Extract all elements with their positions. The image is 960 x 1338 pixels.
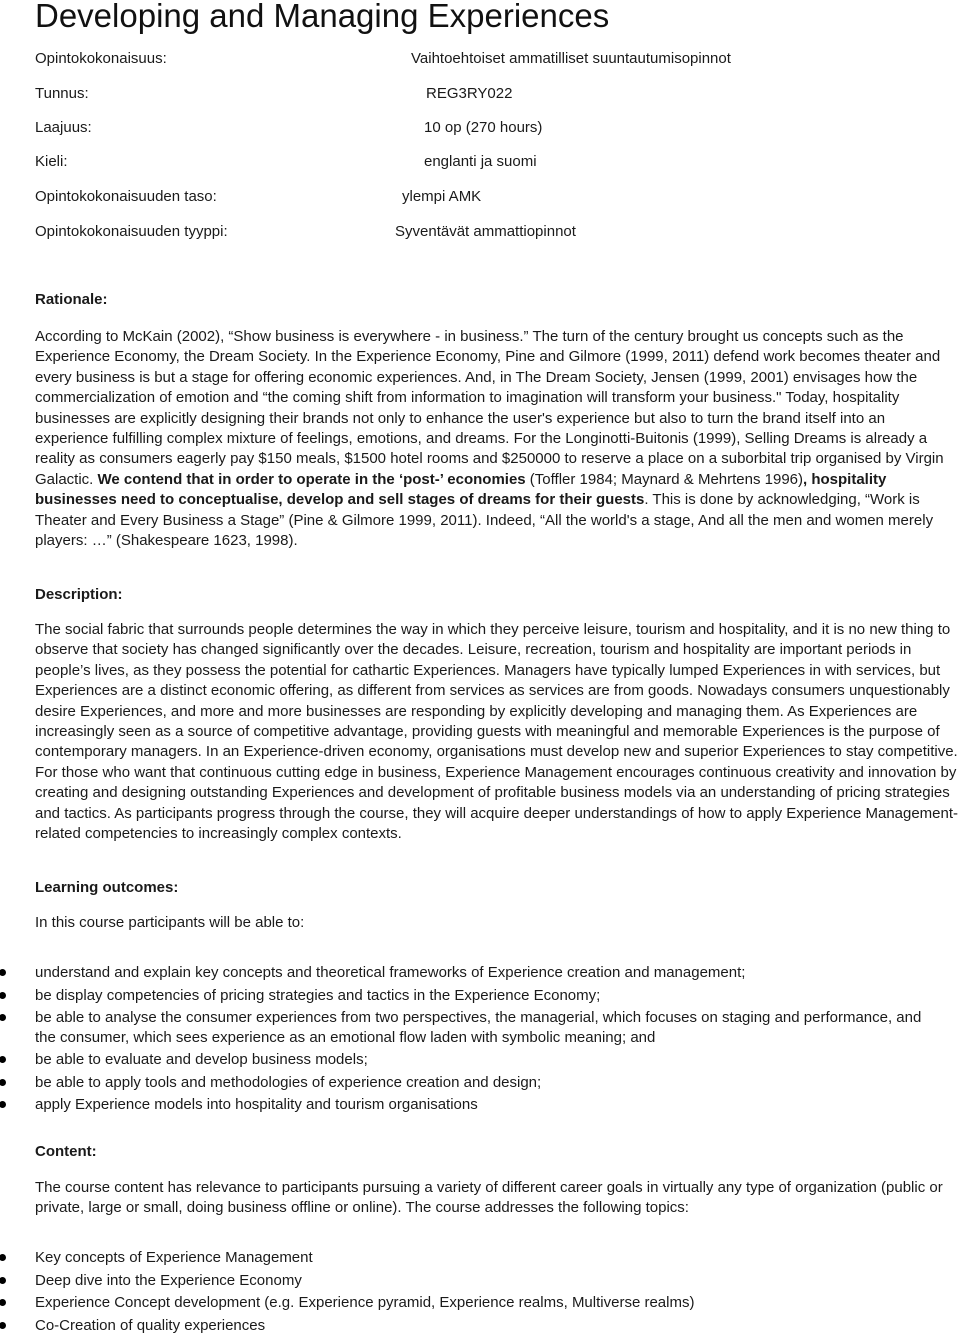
meta-label-scope: Laajuus: xyxy=(35,119,92,136)
bullet-icon xyxy=(0,1277,6,1284)
rationale-text-1: According to McKain (2002), “Show business is everywhere - in business.” The turn of the century brought us concepts such as the Experience Economy, the Dream Society. In the Experience Economy, Pine and Gilmore (1999, 2011) defend work becomes theater and every business is but a stage for offering economic experiences. And, in The Dream Society, Jensen (1999, 2001) envisages how the commercialization of emotion and “the coming shift from information to imagination will transform your business." Today, hospitality businesses are explicitly designing their brands not only to enhance the user's experience but also to turn the brand itself into an experience fulfilling complex mixture of feelings, emotions, and dreams. For the Longinotti-Buitonis (1999), Selling Dreams is already a reality as consumers eagerly pay $150 meals, $1500 hotel rooms and $250000 to reserve a place on a suborbital trip organised by Virgin Galactic. xyxy=(35,328,944,488)
rationale-heading: Rationale: xyxy=(35,291,108,308)
meta-label-type: Opintokokonaisuuden tyyppi: xyxy=(35,223,228,240)
bullet-icon xyxy=(0,1101,6,1108)
content-intro: The course content has relevance to participants pursuing a variety of different career goals in virtually any type of organization (public or private, large or small, doing business offline or online). The course addresses the following topics: xyxy=(35,1179,943,1217)
meta-value-code: REG3RY022 xyxy=(426,85,513,102)
rationale-paragraph xyxy=(35,327,960,551)
list-item xyxy=(0,1248,925,1268)
bullet-icon xyxy=(0,1014,6,1021)
list-item xyxy=(0,1293,925,1313)
list-item xyxy=(0,1095,925,1115)
list-item-text: apply Experience models into hospitality and tourism organisations xyxy=(35,1096,478,1113)
list-item-text: Deep dive into the Experience Economy xyxy=(35,1271,302,1289)
bullet-icon xyxy=(0,1322,6,1329)
learning-outcomes-heading: Learning outcomes: xyxy=(35,879,179,896)
meta-value-language: englanti ja suomi xyxy=(424,153,537,170)
list-item-text: be able to apply tools and methodologies of experience creation and design; xyxy=(35,1073,542,1091)
list-item xyxy=(0,1316,925,1336)
bullet-icon xyxy=(0,1254,6,1261)
content-heading: Content: xyxy=(35,1143,97,1160)
content-topics-list xyxy=(0,1248,960,1338)
meta-value-scope: 10 op (270 hours) xyxy=(424,119,543,136)
rationale-bold-1: We contend that in order to operate in the ‘post-’ economies xyxy=(97,470,526,488)
bullet-icon xyxy=(0,1299,6,1306)
meta-label-code: Tunnus: xyxy=(35,85,89,102)
meta-value-type: Syventävät ammattiopinnot xyxy=(395,223,576,240)
description-heading: Description: xyxy=(35,586,123,603)
list-item-text: Experience Concept development (e.g. Experience pyramid, Experience realms, Multiverse realms) xyxy=(35,1294,695,1311)
list-item xyxy=(0,1073,925,1093)
meta-label-language: Kieli: xyxy=(35,153,68,170)
meta-label-level: Opintokokonaisuuden taso: xyxy=(35,188,217,205)
list-item-text: be display competencies of pricing strategies and tactics in the Experience Economy; xyxy=(35,986,601,1004)
page-title: Developing and Managing Experiences xyxy=(35,0,610,34)
list-item-text: Co-Creation of quality experiences xyxy=(35,1316,266,1334)
meta-value-module: Vaihtoehtoiset ammatilliset suuntautumisopinnot xyxy=(411,50,731,67)
rationale-bold-2: , hospitality businesses need to conceptualise, develop and sell stages of dreams for their guests xyxy=(35,470,887,509)
list-item-text: understand and explain key concepts and theoretical frameworks of Experience creation and management; xyxy=(35,964,746,981)
list-item-text: be able to analyse the consumer experiences from two perspectives, the managerial, which focuses on staging and performance, and the consumer, which sees experience as an emotional flow laden with symbolic meaning; and xyxy=(35,1009,922,1046)
rationale-text-3: . This is done by acknowledging, “Work is Theater and Every Business a Stage” (Pine & Gilmore 1999, 2011). Indeed, “All the world's a stage, And all the men and women merely players: …” (Shakespeare 1623, 1998). xyxy=(35,491,934,550)
description-paragraph: The social fabric that surrounds people determines the way in which they perceive leisure, tourism and hospitality, and it is no new thing to observe that society has changed significantly over the decades. Leisure, recreation, tourism and hospitality are important periods in people’s lives, as they possess the potential for cathartic Experiences. Managers have typically lumped Experiences in with services, but Experiences are a distinct economic offering, as different from services as services are from goods. Nowadays consumers unquestionably desire Experiences, and more and more businesses are responding by explicitly developing and managing them. As Experiences are increasingly seen as a source of competitive advantage, providing guests with meaningful and memorable Experiences is the purpose of contemporary managers. In an Experience-driven economy, organisations must develop new and superior Experiences to stay competitive. For those who want that continuous cutting edge in business, Experience Management encourages continuous creativity and innovation by creating and designing outstanding Experiences and development of profitable business models via an understanding of pricing strategies and tactics. As participants progress through the course, they will acquire deeper understandings of how to apply Experience Management-related competencies to increasingly complex contexts. xyxy=(35,621,959,843)
list-item xyxy=(0,1271,925,1291)
rationale-text-2: (Toffler 1984; Maynard & Mehrtens 1996) xyxy=(525,470,804,488)
learning-outcomes-list xyxy=(0,963,960,1118)
list-item xyxy=(0,1008,925,1047)
bullet-icon xyxy=(0,969,6,976)
meta-label-module: Opintokokonaisuus: xyxy=(35,50,167,67)
list-item xyxy=(0,1050,925,1070)
bullet-icon xyxy=(0,992,6,999)
list-item xyxy=(0,963,925,983)
learning-outcomes-intro: In this course participants will be able to: xyxy=(35,914,305,931)
list-item xyxy=(0,986,925,1006)
bullet-icon xyxy=(0,1056,6,1063)
bullet-icon xyxy=(0,1079,6,1086)
meta-value-level: ylempi AMK xyxy=(402,188,482,205)
list-item-text: Key concepts of Experience Management xyxy=(35,1249,313,1266)
list-item-text: be able to evaluate and develop business models; xyxy=(35,1051,368,1068)
